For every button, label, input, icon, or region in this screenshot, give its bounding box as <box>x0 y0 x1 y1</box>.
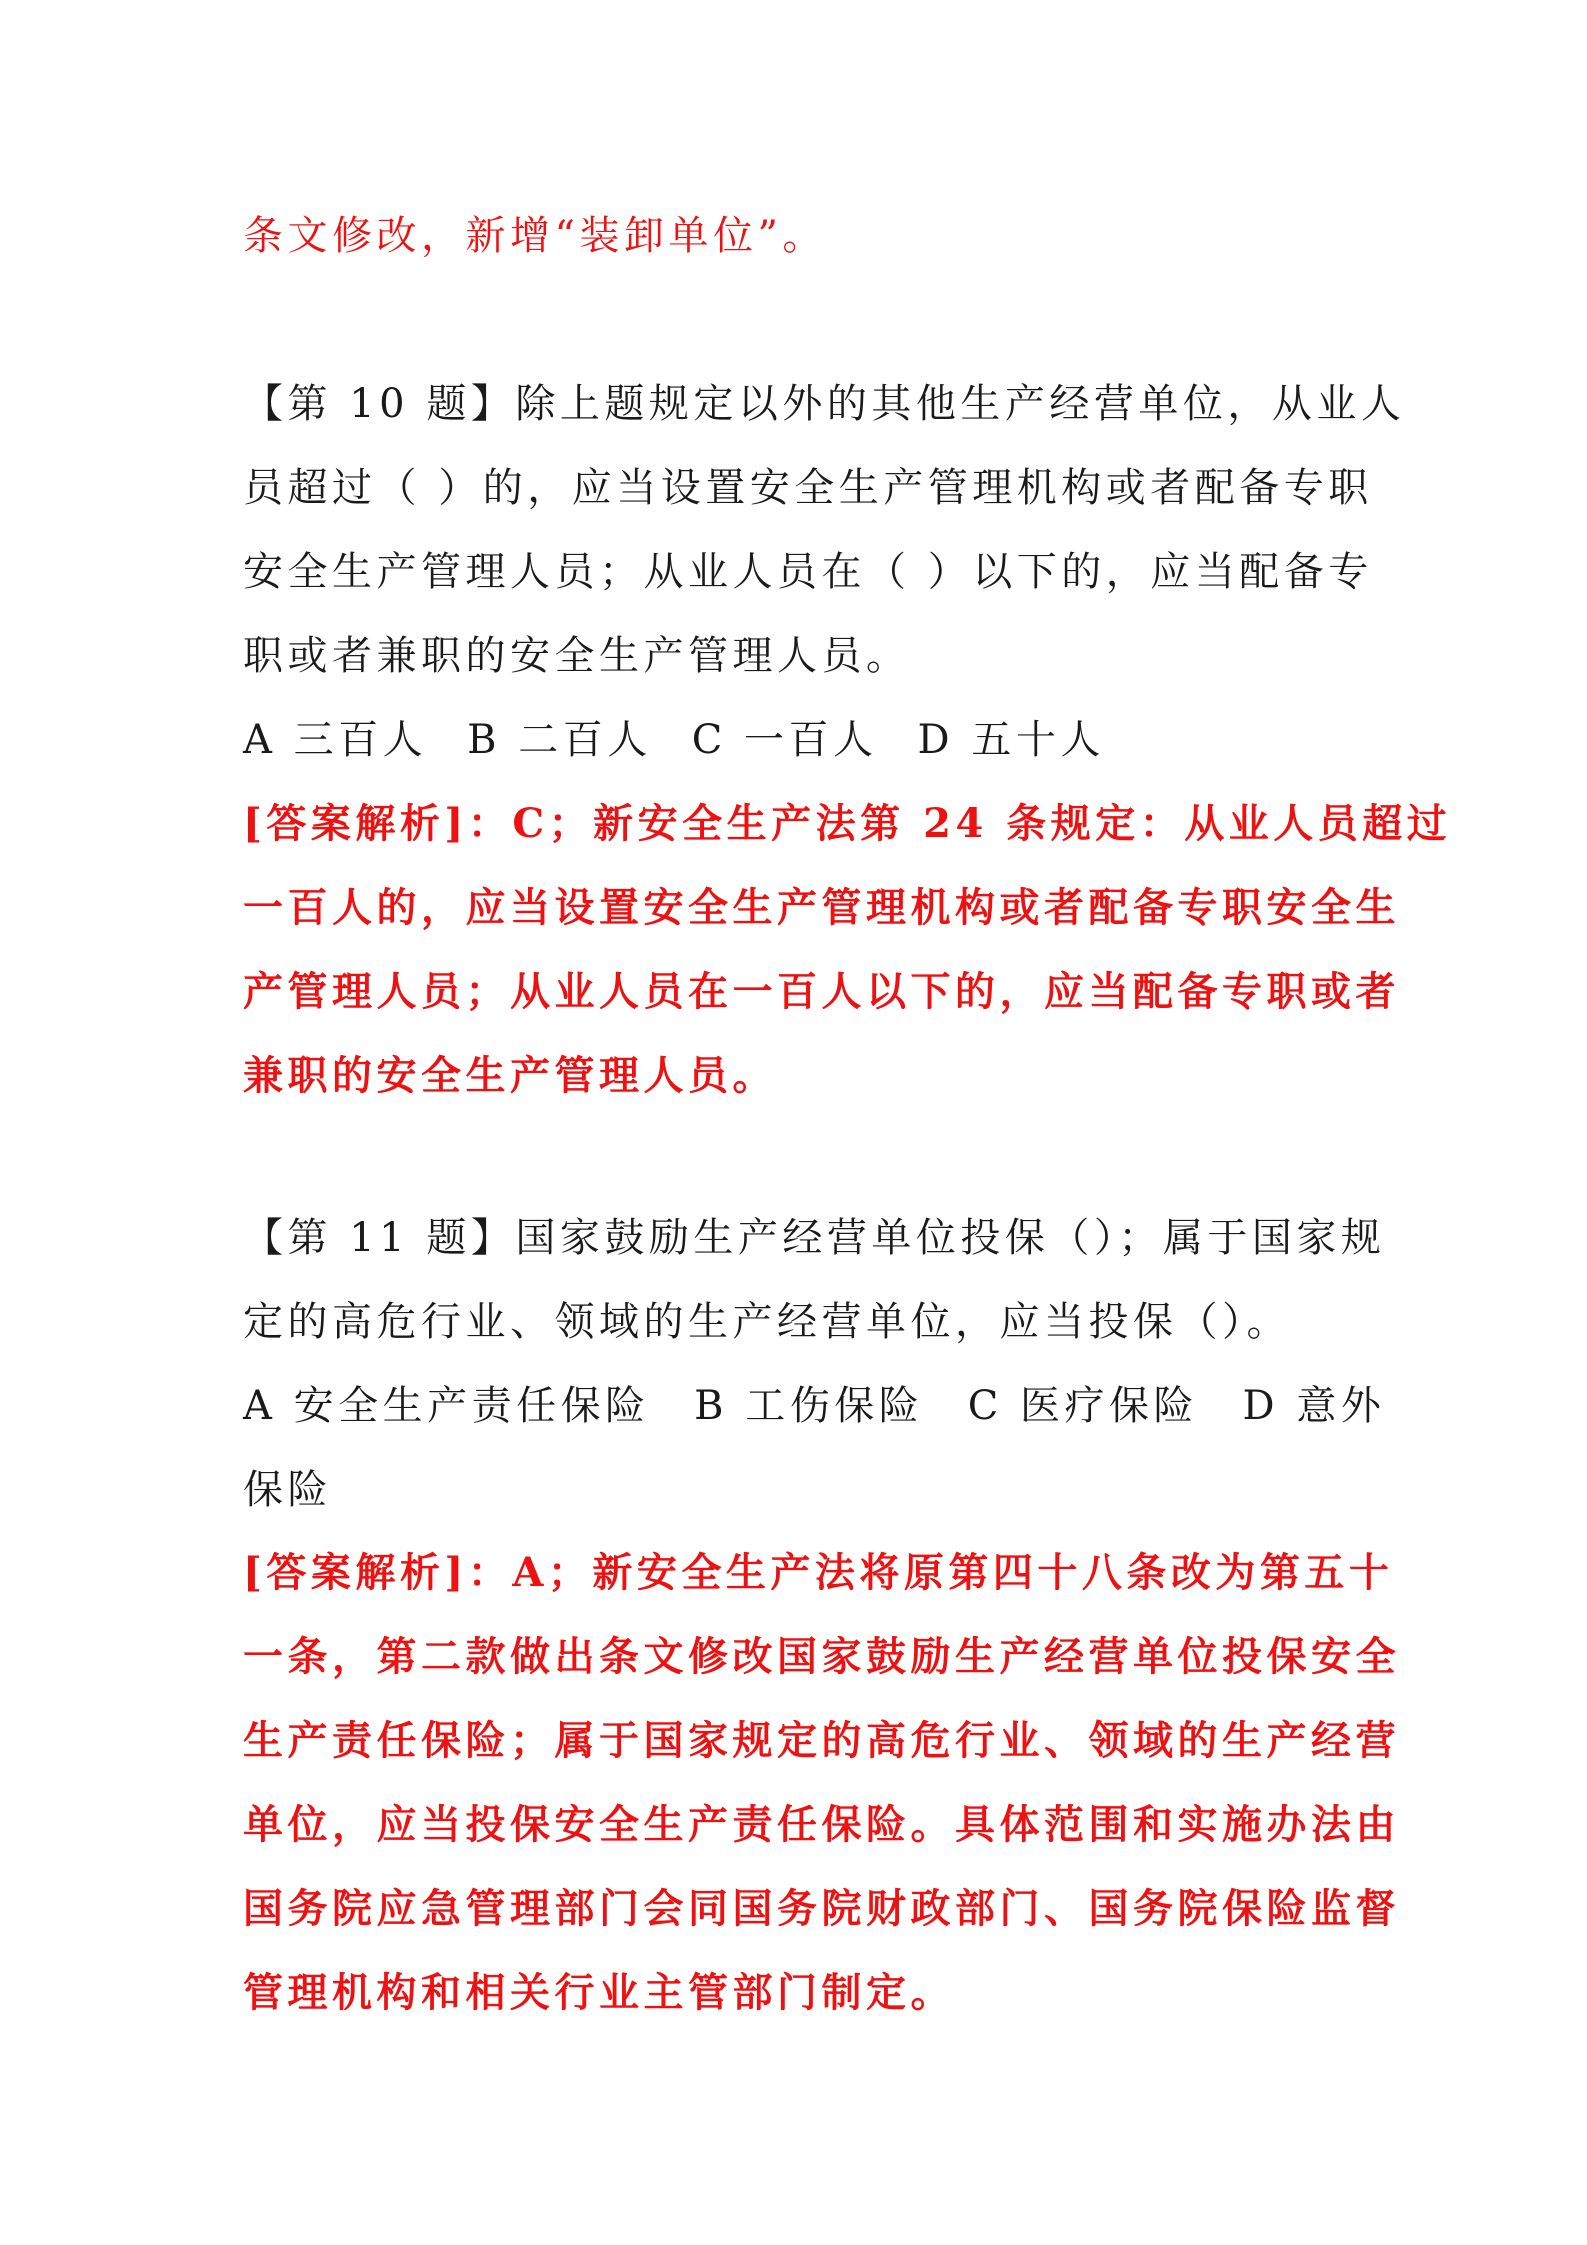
answer-11-line-6: 管理机构和相关行业主管部门制定。 <box>243 1969 955 2016</box>
intro-paragraph <box>243 194 1353 278</box>
question-11-options-line-1: A 安全生产责任保险 B 工伤保险 C 医疗保险 D 意外 <box>243 1383 1386 1429</box>
answer-11-line-3: 生产责任保险；属于国家规定的高危行业、领域的生产经营 <box>243 1717 1400 1764</box>
question-10 <box>243 362 1406 782</box>
intro-line: 条文修改，新增“装卸单位”。 <box>243 213 827 259</box>
option-d: D 五十人 <box>917 717 1105 763</box>
answer-10 <box>243 782 1452 1118</box>
answer-11-line-1: [答案解析]：A；新安全生产法将原第四十八条改为第五十 <box>243 1549 1394 1596</box>
answer-10-line-1: [答案解析]：C；新安全生产法第 24 条规定：从业人员超过 <box>243 800 1452 847</box>
answer-11 <box>243 1531 1400 2035</box>
answer-10-line-4: 兼职的安全生产管理人员。 <box>243 1052 777 1099</box>
question-10-line-3: 安全生产管理人员；从业人员在（ ）以下的，应当配备专 <box>243 549 1373 595</box>
option-a: A 三百人 <box>243 717 428 763</box>
answer-11-line-2: 一条，第二款做出条文修改国家鼓励生产经营单位投保安全 <box>243 1633 1400 1680</box>
question-10-line-1: 【第 10 题】除上题规定以外的其他生产经营单位，从业人 <box>243 381 1406 427</box>
question-10-options <box>243 698 1353 782</box>
answer-11-line-5: 国务院应急管理部门会同国务院财政部门、国务院保险监督 <box>243 1885 1400 1932</box>
answer-10-line-3: 产管理人员；从业人员在一百人以下的，应当配备专职或者 <box>243 968 1400 1015</box>
answer-11-line-4: 单位，应当投保安全生产责任保险。具体范围和实施办法由 <box>243 1801 1400 1848</box>
option-b: B 二百人 <box>467 717 652 763</box>
answer-10-line-2: 一百人的，应当设置安全生产管理机构或者配备专职安全生 <box>243 884 1400 931</box>
option-c: C 一百人 <box>691 717 878 763</box>
question-11-line-2: 定的高危行业、领域的生产经营单位，应当投保（）。 <box>243 1299 1291 1345</box>
question-11 <box>243 1196 1386 1532</box>
question-11-options-line-2: 保险 <box>243 1467 332 1513</box>
question-10-line-4: 职或者兼职的安全生产管理人员。 <box>243 633 911 679</box>
question-11-line-1: 【第 11 题】国家鼓励生产经营单位投保（）；属于国家规 <box>243 1215 1386 1261</box>
question-10-line-2: 员超过（ ）的，应当设置安全生产管理机构或者配备专职 <box>243 465 1373 511</box>
